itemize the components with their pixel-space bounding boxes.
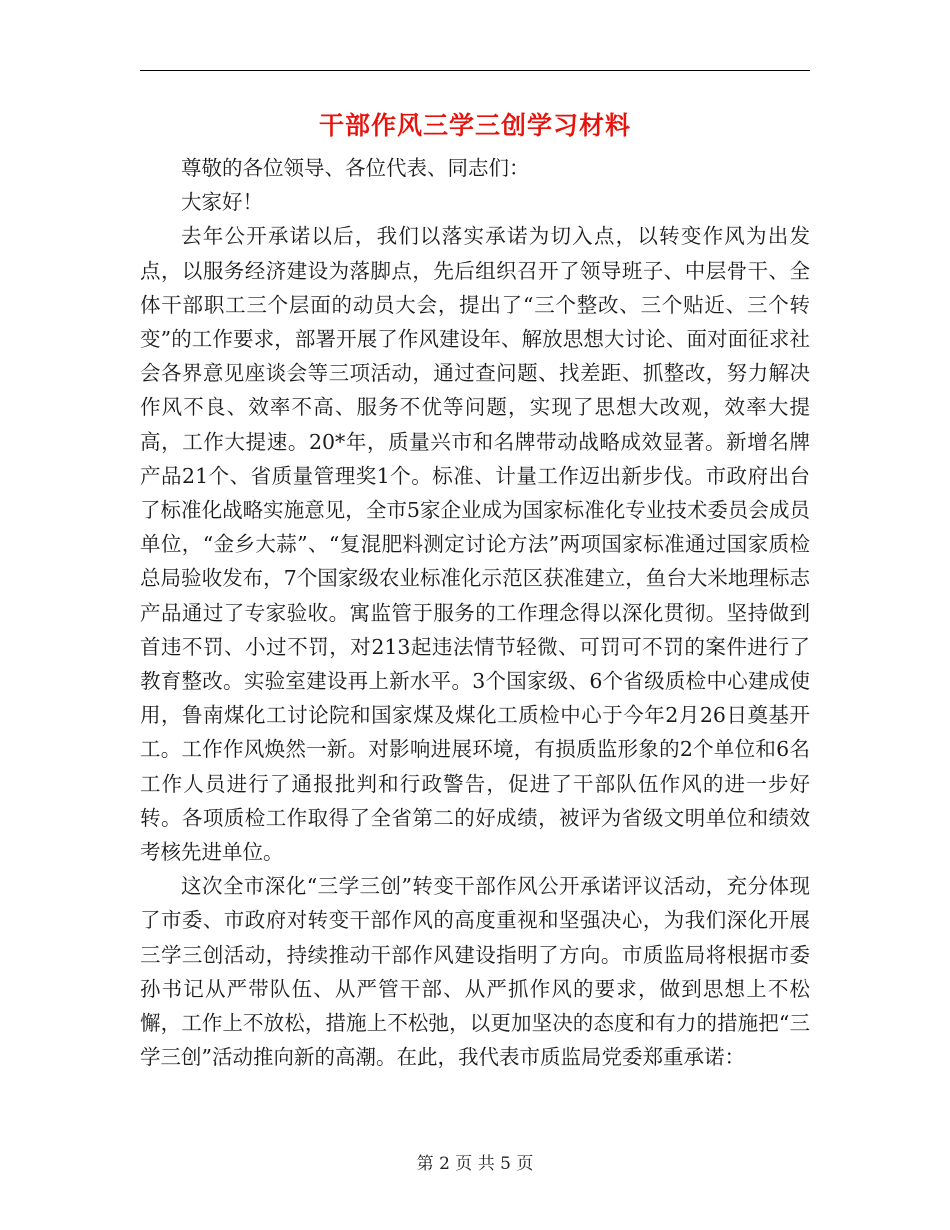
header-rule (140, 70, 810, 71)
document-title: 干部作风三学三创学习材料 (318, 111, 631, 140)
body-paragraph-achievements: 去年公开承诺以后，我们以落实承诺为切入点，以转变作风为出发点，以服务经济建设为落脚点，先后组织召开了领导班子、中层骨干、全体干部职工三个层面的动员大会，提出了“三个整改、三个贴近、三个转变”的工作要求，部署开展了作风建设年、解放思想大讨论、面对面征求社会各界意见座谈会等三项活动，通过查问题、找差距、抓整改，努力解决作风不良、效率不高、服务不优等问题，实现了思想大改观，效率大提高，工作大提速。20*年，质量兴市和名牌带动战略成效显著。新增名牌产品21个、省质量管理奖1个。标准、计量工作迈出新步伐。市政府出台了标准化战略实施意见，全市5家企业成为国家标准化专业技术委员会成员单位，“金乡大蒜”、“复混肥料测定讨论方法”两项国家标准通过国家质检总局验收发布，7个国家级农业标准化示范区获准建立，鱼台大米地理标志产品通过了专家验收。寓监管于服务的工作理念得以深化贯彻。坚持做到首违不罚、小过不罚，对213起违法情节轻微、可罚可不罚的案件进行了教育整改。实验室建设再上新水平。3个国家级、6个省级质检中心建成使用，鲁南煤化工讨论院和国家煤及煤化工质检中心于今年2月26日奠基开工。工作作风焕然一新。对影响进展环境，有损质监形象的2个单位和6名工作人员进行了通报批判和行政警告，促进了干部队伍作风的进一步好转。各项质检工作取得了全省第二的好成绩，被评为省级文明单位和绩效考核先进单位。 (140, 224, 810, 865)
salutation-paragraph: 大家好！ (181, 190, 263, 215)
document-body (140, 151, 810, 1074)
body-paragraph-commitment: 这次全市深化“三学三创”转变干部作风公开承诺评议活动，充分体现了市委、市政府对转变干部作风的高度重视和坚强决心，为我们深化开展三学三创活动，持续推动干部作风建设指明了方向。市质监局将根据市委孙书记从严带队伍、从严管干部、从严抓作风的要求，做到思想上不松懈，工作上不放松，措施上不松弛，以更加坚决的态度和有力的措施把“三学三创”活动推向新的高潮。在此，我代表市质监局党委郑重承诺： (140, 874, 810, 1070)
greeting-paragraph: 尊敬的各位领导、各位代表、同志们： (181, 156, 530, 180)
page-number-footer: 第 2 页 共 5 页 (416, 1154, 534, 1174)
